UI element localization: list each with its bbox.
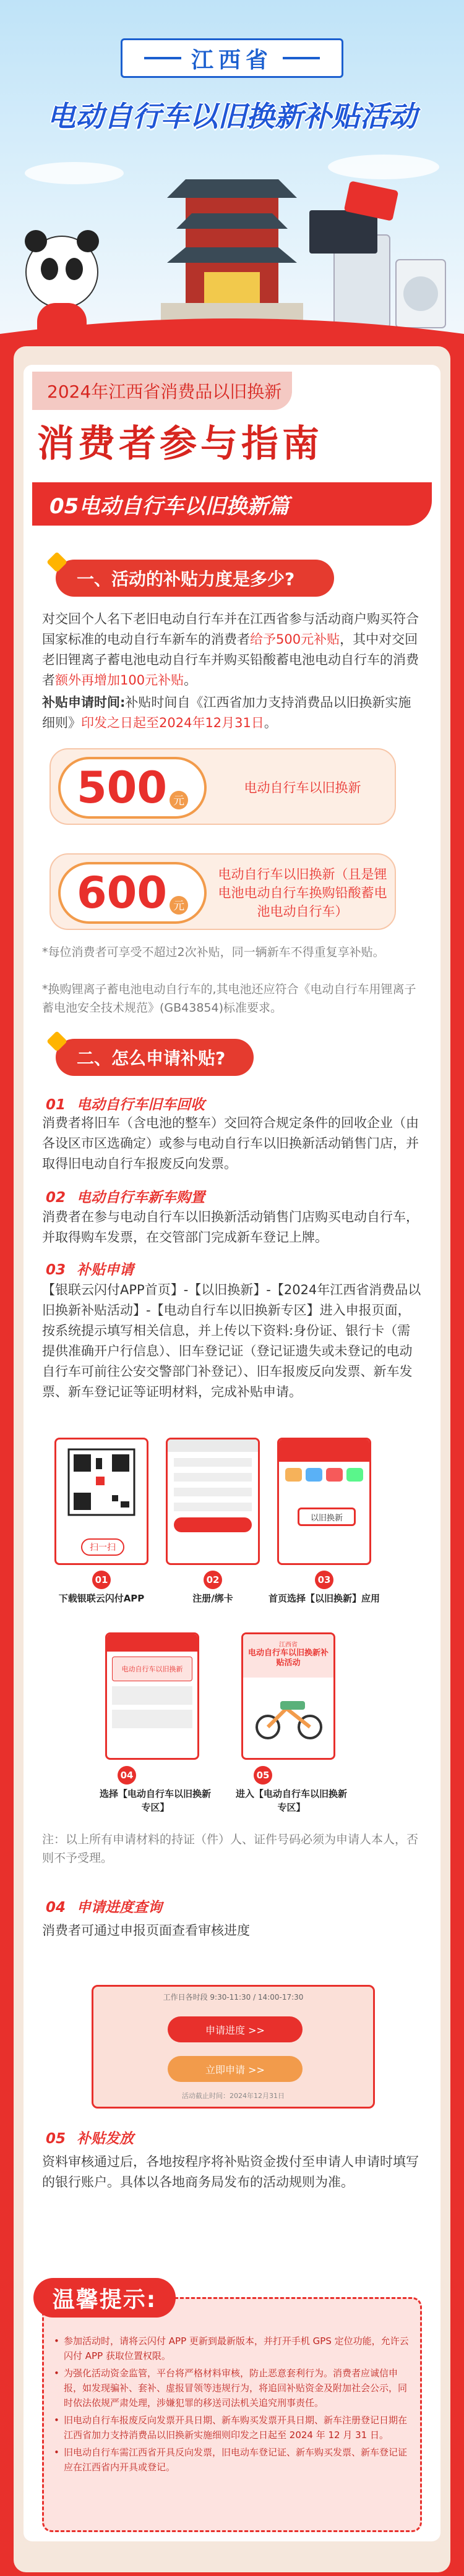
register-screen <box>166 1438 260 1565</box>
step-number: 01 <box>46 1097 66 1113</box>
step-number: 03 <box>46 1262 66 1278</box>
tip-item: • 参加活动时，请将云闪付 APP 更新到最新版本，并打开手机 GPS 定位功能，允许云闪付 APP 获取位置权限。 <box>54 2334 413 2363</box>
amount-value: 500 <box>76 762 168 813</box>
q1-paragraph-1 <box>42 609 422 691</box>
q1-p2-text: 补贴时间自《江西省加力支持消费品以旧换新实施细则》 <box>42 695 411 730</box>
screen-caption: 首页选择【以旧换新】应用 <box>268 1593 380 1604</box>
screen-number: 03 <box>315 1571 333 1589</box>
progress-button[interactable]: 申请进度 >> <box>168 2016 303 2042</box>
step-number: 05 <box>46 2131 66 2147</box>
amount-pill <box>58 757 207 819</box>
list-placeholder <box>112 1710 192 1728</box>
step-number: 02 <box>46 1190 66 1206</box>
app-icon <box>326 1468 343 1482</box>
qr-code-icon <box>56 1439 147 1532</box>
q1-p1-highlight-2: 额外再增加100元补贴 <box>55 673 184 688</box>
step-05-text: 资料审核通过后，各地按程序将补贴资金拨付至申请人申请时填写的银行账户。具体以各地商务局发布的活动规则为准。 <box>42 2154 419 2190</box>
step-title-text: 电动自行车旧车回收 <box>77 1097 205 1113</box>
amount-unit: 元 <box>170 896 188 915</box>
step-01-text: 消费者将旧车（含电池的整车）交回符合规定条件的回收企业（由各设区市区选确定）或参与电动自行车以旧换新活动销售门店，并取得旧电动自行车报废反向发票。 <box>42 1115 419 1171</box>
badge-bar-left <box>144 57 181 59</box>
q1-paragraph-2 <box>42 693 422 733</box>
app-icon-grid <box>279 1462 369 1488</box>
list-placeholder <box>112 1686 192 1705</box>
amount-pill <box>58 862 207 924</box>
q1-p2-text-2: 。 <box>264 715 277 730</box>
amount-unit: 元 <box>170 791 188 809</box>
form-line <box>174 1488 252 1496</box>
step-03-text: 【银联云闪付APP首页】-【以旧换新】-【2024年江西省消费品以旧换新补贴活动】-【电动自行车以旧换新专区】进入申报页面，按系统提示填写相关信息，并上传以下资料:身份证、银行卡（需提供准确开户行信息）、旧车登记证（登记证遗失或未登记的电动自行车可前往公安交警部门补登记）、旧车报废反向发票、新车发票、新车登记证等证明材料，完成补贴申请。 <box>42 1282 421 1399</box>
pavilion-illustration <box>161 179 303 328</box>
submit-bar <box>174 1517 252 1532</box>
step-number: 04 <box>46 1900 66 1916</box>
section-banner: 05电动自行车以旧换新篇 <box>32 482 432 526</box>
step-title-text: 补贴申请 <box>77 1262 134 1278</box>
time-label: 补贴申请时间: <box>42 695 126 710</box>
step-title-text: 补贴发放 <box>77 2131 134 2147</box>
form-line <box>174 1458 252 1467</box>
q2-heading: 二、怎么申请补贴? <box>56 1039 254 1076</box>
screen-number: 05 <box>254 1766 272 1785</box>
screen-caption: 进入【电动自行车以旧换新专区】 <box>235 1788 347 1813</box>
promo-subtitle: 江西省 <box>279 1642 298 1648</box>
screen-number: 02 <box>204 1571 222 1589</box>
step-02-text: 消费者在参与电动自行车以旧换新活动销售门店购买电动自行车，并取得购车发票，在交管部门完成新车登记上牌。 <box>42 1209 419 1245</box>
app-header <box>107 1634 197 1652</box>
note-2: *换购锂离子蓄电池电动自行车的,其电池还应符合《电动自行车用锂离子蓄电池安全技术规范》(GB43854)标准要求。 <box>42 983 416 1015</box>
app-icon <box>285 1468 302 1482</box>
trade-in-app-entry: 以旧换新 <box>298 1508 356 1526</box>
zone-select-screen <box>105 1632 199 1760</box>
badge-bar-right <box>283 57 320 59</box>
step-04-title <box>46 1896 162 1916</box>
step-title-text: 电动自行车新车购置 <box>77 1190 205 1206</box>
scan-label: 扫一扫 <box>81 1538 124 1556</box>
screen-caption: 下载银联云闪付APP <box>58 1593 145 1604</box>
amount-description: 电动自行车以旧换新 <box>244 780 361 795</box>
home-screen <box>277 1438 371 1565</box>
tip-item: • 旧电动自行车报废反向发票开具日期、新车购买发票开具日期、新车注册登记日期在江西省加力支持消费品以旧换新实施细则印发之日起至 2024 年 12 月 31 日。 <box>54 2413 413 2442</box>
service-hours: 工作日各时段 9:30-11:30 / 14:00-17:30 <box>163 1993 304 2002</box>
deadline-text: 活动截止时间：2024年12月31日 <box>182 2092 285 2100</box>
step-03-title <box>46 1258 134 1279</box>
apply-button[interactable]: 立即申请 >> <box>168 2056 303 2082</box>
zone-enter-screen <box>241 1632 335 1760</box>
screen-note: 注：以上所有申请材料的持证（件）人、证件号码必须为申请人本人，否则不予受理。 <box>42 1833 419 1865</box>
tips-list <box>54 2334 413 2477</box>
qr-screen <box>54 1438 148 1565</box>
promo-title: 电动自行车以旧换新补贴活动 <box>248 1648 329 1668</box>
amount-card-500 <box>49 748 396 825</box>
guide-title: 消费者参与指南 <box>37 422 323 466</box>
amount-value: 600 <box>76 868 168 918</box>
app-icon <box>306 1468 322 1482</box>
promo-header <box>243 1634 333 1678</box>
region-label: 江西省 <box>191 47 273 73</box>
region-badge <box>121 38 343 78</box>
q1-p1-highlight-1: 给予500元补贴 <box>250 632 340 647</box>
step-01-title <box>46 1093 205 1114</box>
step-title-text: 申请进度查询 <box>77 1900 163 1916</box>
app-icon <box>346 1468 363 1482</box>
form-line <box>174 1473 252 1482</box>
tips-title: 温馨提示: <box>33 2278 176 2318</box>
banner-illustration <box>0 148 464 359</box>
cloud-illustration <box>25 162 124 184</box>
q1-p1-text-3: 。 <box>184 673 197 688</box>
screen-number: 01 <box>92 1571 111 1589</box>
progress-panel <box>92 1985 375 2109</box>
step-04-text: 消费者可通过申报页面查看审核进度 <box>42 1923 250 1938</box>
amount-card-600 <box>49 853 396 930</box>
zone-banner: 电动自行车以旧换新 <box>112 1657 192 1681</box>
q1-heading: 一、活动的补贴力度是多少? <box>56 560 334 597</box>
note-1: *每位消费者可享受不超过2次补贴，同一辆新车不得重复享补贴。 <box>42 945 385 959</box>
appliances-illustration <box>309 181 445 328</box>
q1-p1-text: 对交回个人名下老旧电动自行车并在江西省参与活动商户购买符合国家标准的电动自行车新车的消费者 <box>42 612 419 647</box>
app-header <box>279 1439 369 1462</box>
status-bar <box>168 1439 258 1452</box>
year-banner: 2024年江西省消费品以旧换新 <box>32 372 292 410</box>
q1-p2-highlight: 印发之日起至2024年12月31日 <box>81 715 264 730</box>
step-02-title <box>46 1186 205 1206</box>
screen-caption: 注册/绑卡 <box>192 1593 233 1604</box>
tips-box <box>42 2297 422 2532</box>
form-line <box>174 1503 252 1511</box>
scooter-icon <box>243 1678 333 1746</box>
step-05-title <box>46 2127 134 2147</box>
tip-item: • 为强化活动资金监管，平台将严格材料审核，防止恶意套利行为。消费者应诚信申报，如发现骗补、套补、虚报冒领等违规行为，将追回补贴资金及附加社会公示，同时依法依规严肃处理，涉嫌犯罪的移送司法机关追究刑事责任。 <box>54 2366 413 2410</box>
screen-number: 04 <box>118 1766 136 1785</box>
q1-p1-text-2: ，其中对交回老旧锂离子蓄电池电动自行车并购买铅酸蓄电池电动自行车的消费者 <box>42 632 419 688</box>
tip-item: • 旧电动自行车需江西省开具反向发票，旧电动车登记证、新车购买发票、新车登记证应在江西省内开具或登记。 <box>54 2445 413 2475</box>
screen-caption: 选择【电动自行车以旧换新专区】 <box>99 1788 211 1813</box>
amount-description: 电动自行车以旧换新（且是锂电池电动自行车换购铅酸蓄电池电动自行车） <box>218 867 387 919</box>
main-title: 电动自行车以旧换新补贴活动 <box>47 100 417 133</box>
cloud-illustration <box>328 155 439 179</box>
